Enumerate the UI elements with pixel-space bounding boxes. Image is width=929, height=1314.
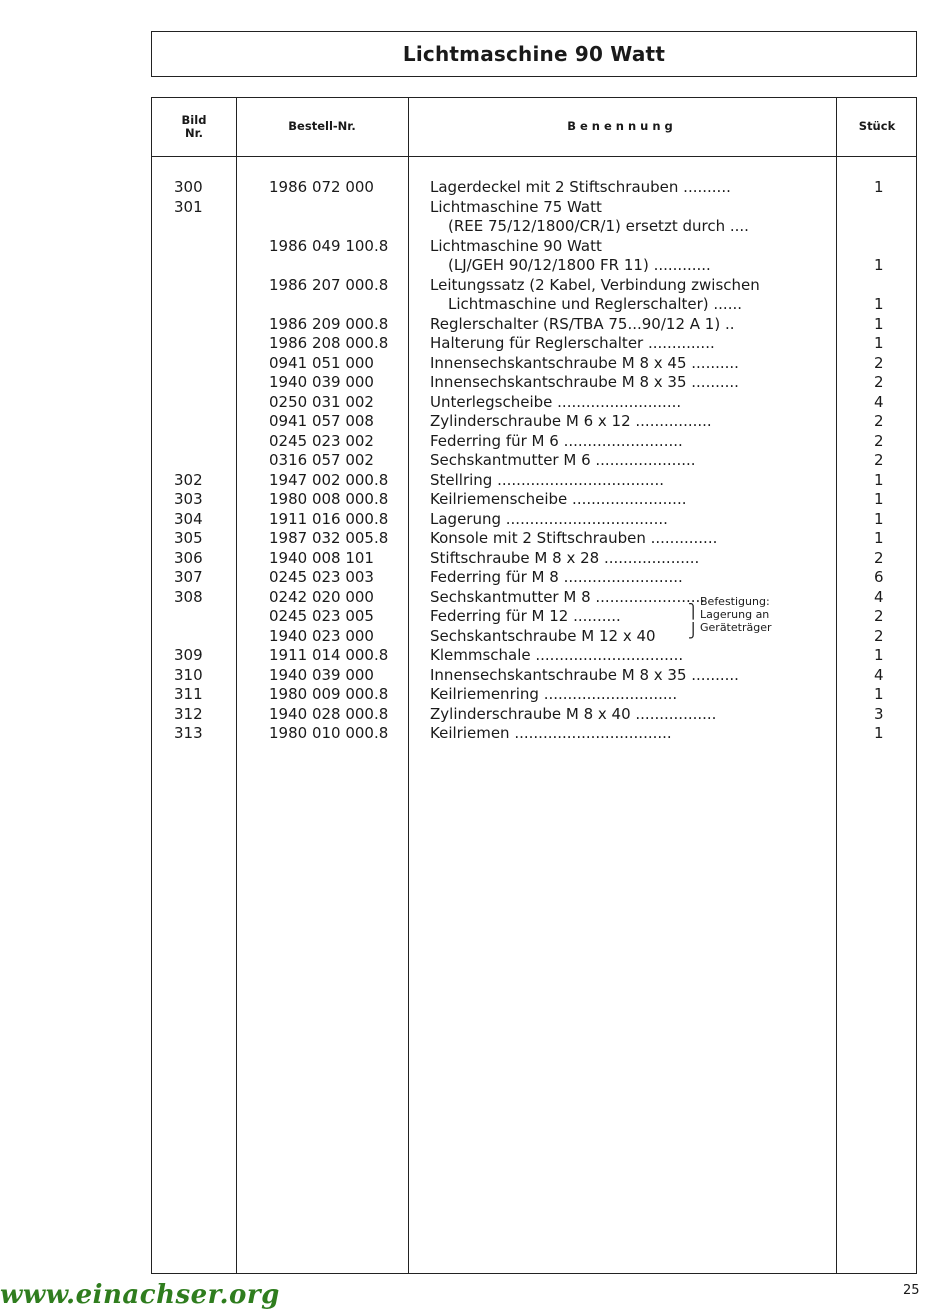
row-bestell-nr: 1986 072 000 bbox=[269, 178, 374, 196]
table-row bbox=[152, 666, 918, 686]
table-row bbox=[152, 178, 918, 198]
row-stueck: 2 bbox=[874, 431, 884, 450]
row-benennung: Halterung für Reglerschalter .............. bbox=[430, 334, 715, 352]
table-row bbox=[152, 256, 918, 276]
row-benennung: (LJ/GEH 90/12/1800 FR 11) ............ bbox=[448, 256, 711, 274]
row-benennung: Lagerung .................................. bbox=[430, 509, 668, 528]
table-row bbox=[152, 529, 918, 549]
table-row bbox=[152, 237, 918, 257]
note-line-1: Befestigung: bbox=[700, 595, 770, 608]
table-row bbox=[152, 588, 918, 608]
row-stueck: 3 bbox=[874, 704, 884, 723]
footer-website-link[interactable]: www.einachser.org bbox=[0, 1280, 280, 1310]
row-bild-nr: 313 bbox=[174, 724, 203, 742]
table-row bbox=[152, 295, 918, 315]
row-stueck: 1 bbox=[874, 509, 884, 528]
row-bestell-nr: 1986 209 000.8 bbox=[269, 314, 389, 333]
table-row bbox=[152, 276, 918, 296]
row-bild-nr: 302 bbox=[174, 470, 203, 489]
row-benennung: Lagerdeckel mit 2 Stiftschrauben .......... bbox=[430, 178, 731, 196]
row-bild-nr: 306 bbox=[174, 548, 203, 567]
page-number: 25 bbox=[903, 1283, 920, 1298]
row-stueck: 4 bbox=[874, 587, 884, 606]
row-benennung: Sechskantschraube M 12 x 40 bbox=[430, 626, 656, 645]
row-benennung: Konsole mit 2 Stiftschrauben .............. bbox=[430, 529, 718, 547]
table-row bbox=[152, 607, 918, 627]
row-bestell-nr: 0941 051 000 bbox=[269, 353, 374, 372]
row-stueck: 4 bbox=[874, 665, 884, 684]
row-bestell-nr: 1980 010 000.8 bbox=[269, 724, 389, 742]
note-line-2: Lagerung an bbox=[700, 608, 770, 621]
row-bild-nr: 303 bbox=[174, 490, 203, 508]
header-bild-nr: Bild Nr. bbox=[181, 112, 207, 140]
table-row bbox=[152, 490, 918, 510]
row-bestell-nr: 0242 020 000 bbox=[269, 587, 374, 606]
table-row bbox=[152, 451, 918, 471]
table-row bbox=[152, 724, 918, 744]
table-row bbox=[152, 354, 918, 374]
row-stueck: 2 bbox=[874, 626, 884, 645]
row-benennung: Keilriemenring ............................ bbox=[430, 685, 678, 703]
table-row bbox=[152, 315, 918, 335]
row-bestell-nr: 1940 028 000.8 bbox=[269, 704, 389, 723]
row-bestell-nr: 1947 002 000.8 bbox=[269, 470, 389, 489]
row-benennung: Keilriemen ................................. bbox=[430, 724, 672, 742]
header-stueck: Stück bbox=[858, 119, 896, 134]
header-divider bbox=[152, 156, 916, 157]
row-benennung: Innensechskantschraube M 8 x 35 .......... bbox=[430, 373, 739, 391]
row-benennung: Reglerschalter (RS/TBA 75...90/12 A 1) .. bbox=[430, 314, 735, 333]
row-stueck: 2 bbox=[874, 412, 884, 430]
table-row bbox=[152, 373, 918, 393]
row-stueck: 2 bbox=[874, 607, 884, 625]
row-benennung: Innensechskantschraube M 8 x 35 .......... bbox=[430, 665, 739, 684]
row-stueck: 4 bbox=[874, 392, 884, 411]
page-title-text: Lichtmaschine 90 Watt bbox=[402, 42, 666, 66]
row-bestell-nr: 1987 032 005.8 bbox=[269, 529, 389, 547]
table-row bbox=[152, 549, 918, 569]
row-bild-nr: 300 bbox=[174, 178, 203, 196]
row-bestell-nr: 0245 023 005 bbox=[269, 607, 374, 625]
brace-bottom: ⎭ bbox=[688, 623, 699, 639]
table-row bbox=[152, 432, 918, 452]
row-bestell-nr: 0316 057 002 bbox=[269, 451, 374, 469]
row-stueck: 1 bbox=[874, 256, 884, 274]
row-benennung: Lichtmaschine und Reglerschalter) ...... bbox=[448, 295, 743, 313]
table-row bbox=[152, 217, 918, 237]
table-row bbox=[152, 510, 918, 530]
row-bild-nr: 308 bbox=[174, 587, 203, 606]
row-stueck: 1 bbox=[874, 470, 884, 489]
note-line-3: Geräteträger bbox=[700, 621, 772, 634]
row-benennung: Federring für M 6 ......................... bbox=[430, 431, 683, 450]
row-benennung: Federring für M 12 .......... bbox=[430, 607, 621, 625]
row-bild-nr: 311 bbox=[174, 685, 203, 703]
row-stueck: 2 bbox=[874, 353, 884, 372]
row-bestell-nr: 1940 039 000 bbox=[269, 665, 374, 684]
row-benennung: (REE 75/12/1800/CR/1) ersetzt durch .... bbox=[448, 217, 749, 235]
row-bestell-nr: 1940 023 000 bbox=[269, 626, 374, 645]
row-stueck: 2 bbox=[874, 373, 884, 391]
row-benennung: Federring für M 8 ......................... bbox=[430, 568, 683, 586]
table-row bbox=[152, 646, 918, 666]
row-bestell-nr: 0245 023 003 bbox=[269, 568, 374, 586]
row-stueck: 1 bbox=[874, 685, 884, 703]
row-bild-nr: 307 bbox=[174, 568, 203, 586]
header-benennung: Benennung bbox=[567, 119, 677, 134]
row-bestell-nr: 1940 039 000 bbox=[269, 373, 374, 391]
row-bild-nr: 312 bbox=[174, 704, 203, 723]
row-benennung: Sechskantmutter M 6 ..................... bbox=[430, 451, 696, 469]
table-row bbox=[152, 568, 918, 588]
table-row bbox=[152, 198, 918, 218]
row-benennung: Klemmschale ............................... bbox=[430, 646, 684, 664]
row-stueck: 6 bbox=[874, 568, 884, 586]
row-bestell-nr: 1980 008 000.8 bbox=[269, 490, 389, 508]
row-bestell-nr: 1980 009 000.8 bbox=[269, 685, 389, 703]
row-benennung: Keilriemenscheibe ........................ bbox=[430, 490, 687, 508]
row-stueck: 1 bbox=[874, 178, 884, 196]
table-row bbox=[152, 412, 918, 432]
table-row bbox=[152, 627, 918, 647]
row-stueck: 1 bbox=[874, 529, 884, 547]
row-bestell-nr: 1986 208 000.8 bbox=[269, 334, 389, 352]
row-bild-nr: 305 bbox=[174, 529, 203, 547]
row-bestell-nr: 1986 207 000.8 bbox=[269, 275, 389, 294]
row-bestell-nr: 1911 016 000.8 bbox=[269, 509, 389, 528]
row-stueck: 1 bbox=[874, 314, 884, 333]
row-benennung: Lichtmaschine 75 Watt bbox=[430, 197, 602, 216]
row-bestell-nr: 0941 057 008 bbox=[269, 412, 374, 430]
row-bild-nr: 304 bbox=[174, 509, 203, 528]
mounting-note bbox=[700, 595, 771, 634]
header-bestell-nr: Bestell-Nr. bbox=[288, 119, 356, 134]
row-stueck: 1 bbox=[874, 334, 884, 352]
row-benennung: Unterlegscheibe .......................... bbox=[430, 392, 682, 411]
row-benennung: Stellring ................................... bbox=[430, 470, 664, 489]
row-benennung: Innensechskantschraube M 8 x 45 .......... bbox=[430, 353, 739, 372]
table-row bbox=[152, 393, 918, 413]
row-benennung: Leitungssatz (2 Kabel, Verbindung zwischen bbox=[430, 275, 760, 294]
table-body bbox=[152, 178, 918, 744]
row-bestell-nr: 1940 008 101 bbox=[269, 548, 374, 567]
row-stueck: 1 bbox=[874, 646, 884, 664]
row-bestell-nr: 1986 049 100.8 bbox=[269, 236, 389, 255]
row-bild-nr: 310 bbox=[174, 665, 203, 684]
row-bestell-nr: 0250 031 002 bbox=[269, 392, 374, 411]
row-benennung: Lichtmaschine 90 Watt bbox=[430, 236, 602, 255]
table-row bbox=[152, 685, 918, 705]
table-row bbox=[152, 334, 918, 354]
row-stueck: 2 bbox=[874, 548, 884, 567]
row-stueck: 1 bbox=[874, 295, 884, 313]
parts-table bbox=[151, 97, 917, 1274]
row-benennung: Stiftschraube M 8 x 28 .................... bbox=[430, 548, 700, 567]
row-stueck: 1 bbox=[874, 490, 884, 508]
row-stueck: 2 bbox=[874, 451, 884, 469]
row-benennung: Zylinderschraube M 8 x 40 ................. bbox=[430, 704, 717, 723]
row-bild-nr: 301 bbox=[174, 197, 203, 216]
row-stueck: 1 bbox=[874, 724, 884, 742]
table-row bbox=[152, 471, 918, 491]
row-benennung: Sechskantmutter M 8 ....................... bbox=[430, 587, 706, 606]
page-title bbox=[151, 31, 917, 77]
brace-top: ⎫ bbox=[688, 604, 699, 620]
row-bestell-nr: 1911 014 000.8 bbox=[269, 646, 389, 664]
row-bild-nr: 309 bbox=[174, 646, 203, 664]
row-bestell-nr: 0245 023 002 bbox=[269, 431, 374, 450]
row-benennung: Zylinderschraube M 6 x 12 ................ bbox=[430, 412, 712, 430]
table-row bbox=[152, 705, 918, 725]
